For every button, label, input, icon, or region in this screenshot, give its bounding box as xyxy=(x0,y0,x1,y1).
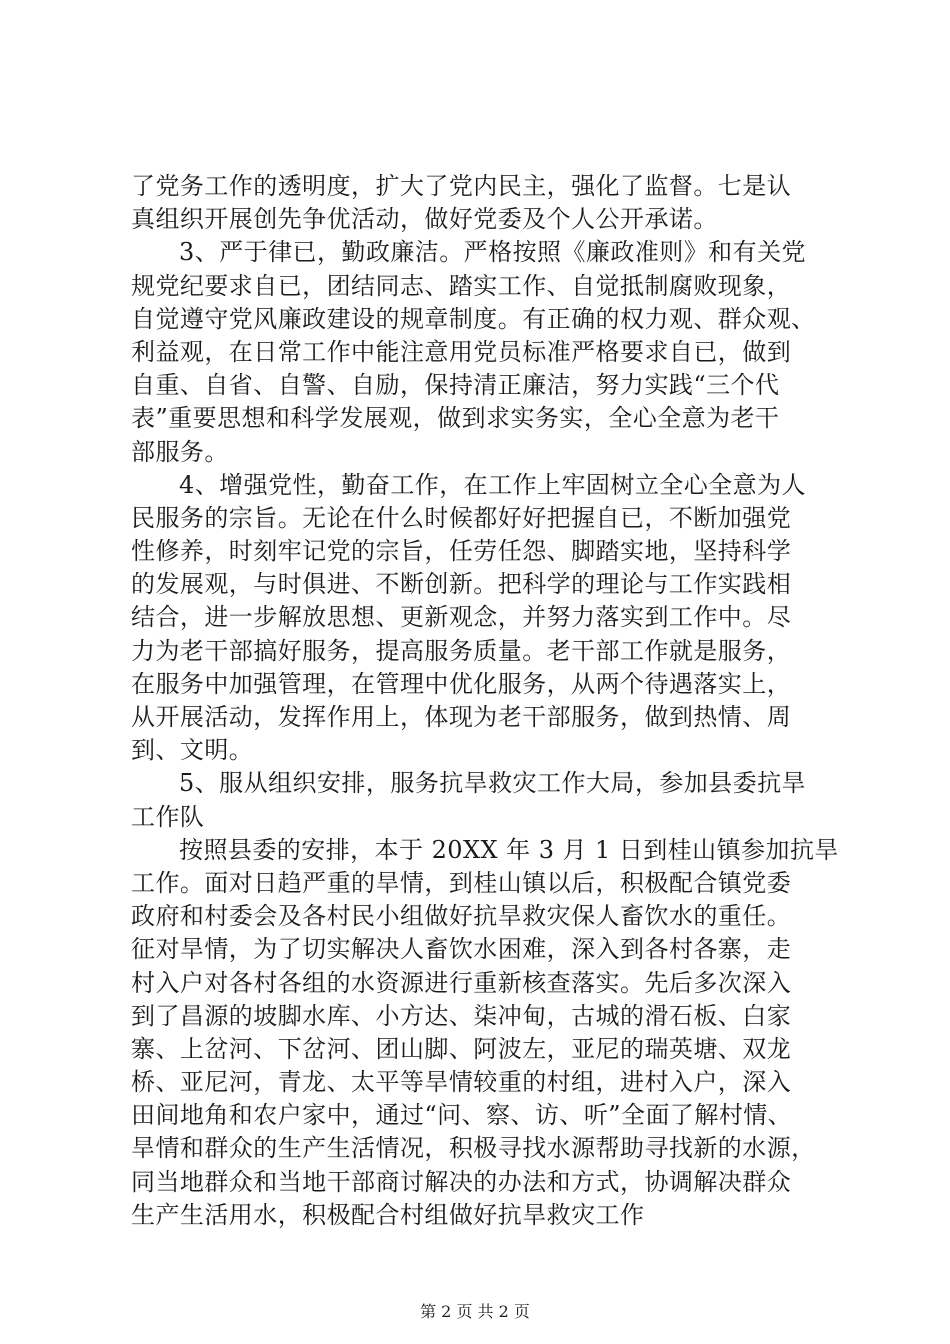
text-line: 政府和村委会及各村民小组做好抗旱救灾保人畜饮水的重任。 xyxy=(131,902,792,931)
text-line: 的发展观，与时俱进、不断创新。把科学的理论与工作实践相 xyxy=(131,570,792,599)
text-line: 旱情和群众的生产生活情况，积极寻找水源帮助寻找新的水源， xyxy=(131,1134,816,1163)
text-line: 同当地群众和当地干部商讨解决的办法和方式，协调解决群众 xyxy=(131,1167,792,1196)
text-line: 在服务中加强管理，在管理中优化服务，从两个待遇落实上， xyxy=(131,669,792,698)
text-line: 性修养，时刻牢记党的宗旨，任劳任怨、脚踏实地，坚持科学 xyxy=(131,537,792,566)
text-line: 自觉遵守党风廉政建设的规章制度。有正确的权力观、群众观、 xyxy=(131,304,816,333)
text-line: 工作。面对日趋严重的旱情，到桂山镇以后，积极配合镇党委 xyxy=(131,868,792,897)
text-line: 表”重要思想和科学发展观，做到求实务实，全心全意为老干 xyxy=(131,404,780,433)
text-line: 部服务。 xyxy=(131,437,229,466)
text-line: 结合，进一步解放思想、更新观念，并努力落实到工作中。尽 xyxy=(131,603,792,632)
text-line: 征对旱情，为了切实解决人畜饮水困难，深入到各村各寨，走 xyxy=(131,935,792,964)
text-line: 到、文明。 xyxy=(131,736,254,765)
section-heading-5: 5、服从组织安排，服务抗旱救灾工作大局，参加县委抗旱 xyxy=(179,769,806,798)
text-line: 从开展活动，发挥作用上，体现为老干部服务，做到热情、周 xyxy=(131,703,792,731)
text-line: 村入户对各村各组的水资源进行重新核查落实。先后多次深入 xyxy=(131,968,792,997)
text-line: 桥、亚尼河，青龙、太平等旱情较重的村组，进村入户，深入 xyxy=(131,1068,792,1097)
document-body xyxy=(131,170,839,1232)
text-line: 到了昌源的坡脚水库、小方达、柒冲甸，古城的滑石板、白家 xyxy=(131,1001,792,1030)
text-line: 民服务的宗旨。无论在什么时候都好好把握自已，不断加强党 xyxy=(131,503,792,532)
section-heading-4: 4、增强党性，勤奋工作，在工作上牢固树立全心全意为人 xyxy=(179,470,806,499)
text-line: 真组织开展创先争优活动，做好党委及个人公开承诺。 xyxy=(131,205,718,234)
text-line: 生产生活用水，积极配合村组做好抗旱救灾工作 xyxy=(131,1200,645,1229)
paragraph-start: 按照县委的安排，本于 20XX 年 3 月 1 日到桂山镇参加抗旱 xyxy=(179,835,839,864)
text-line: 工作队 xyxy=(131,802,205,831)
text-line: 田间地角和农户家中，通过“问、察、访、听”全面了解村情、 xyxy=(131,1101,793,1130)
text-line: 自重、自省、自警、自励，保持清正廉洁，努力实践“三个代 xyxy=(131,371,780,400)
page-number-footer: 第 2 页 共 2 页 xyxy=(420,1302,530,1321)
text-line: 利益观，在日常工作中能注意用党员标准严格要求自已，做到 xyxy=(131,337,792,366)
section-heading-3: 3、严于律已，勤政廉洁。严格按照《廉政准则》和有关党 xyxy=(179,238,806,267)
text-line: 规党纪要求自已，团结同志、踏实工作、自觉抵制腐败现象， xyxy=(131,271,792,300)
text-line: 力为老干部搞好服务，提高服务质量。老干部工作就是服务， xyxy=(131,636,792,665)
text-line: 了党务工作的透明度，扩大了党内民主，强化了监督。七是认 xyxy=(131,172,792,200)
text-line: 寨、上岔河、下岔河、团山脚、阿波左，亚尼的瑞英塘、双龙 xyxy=(131,1034,792,1063)
